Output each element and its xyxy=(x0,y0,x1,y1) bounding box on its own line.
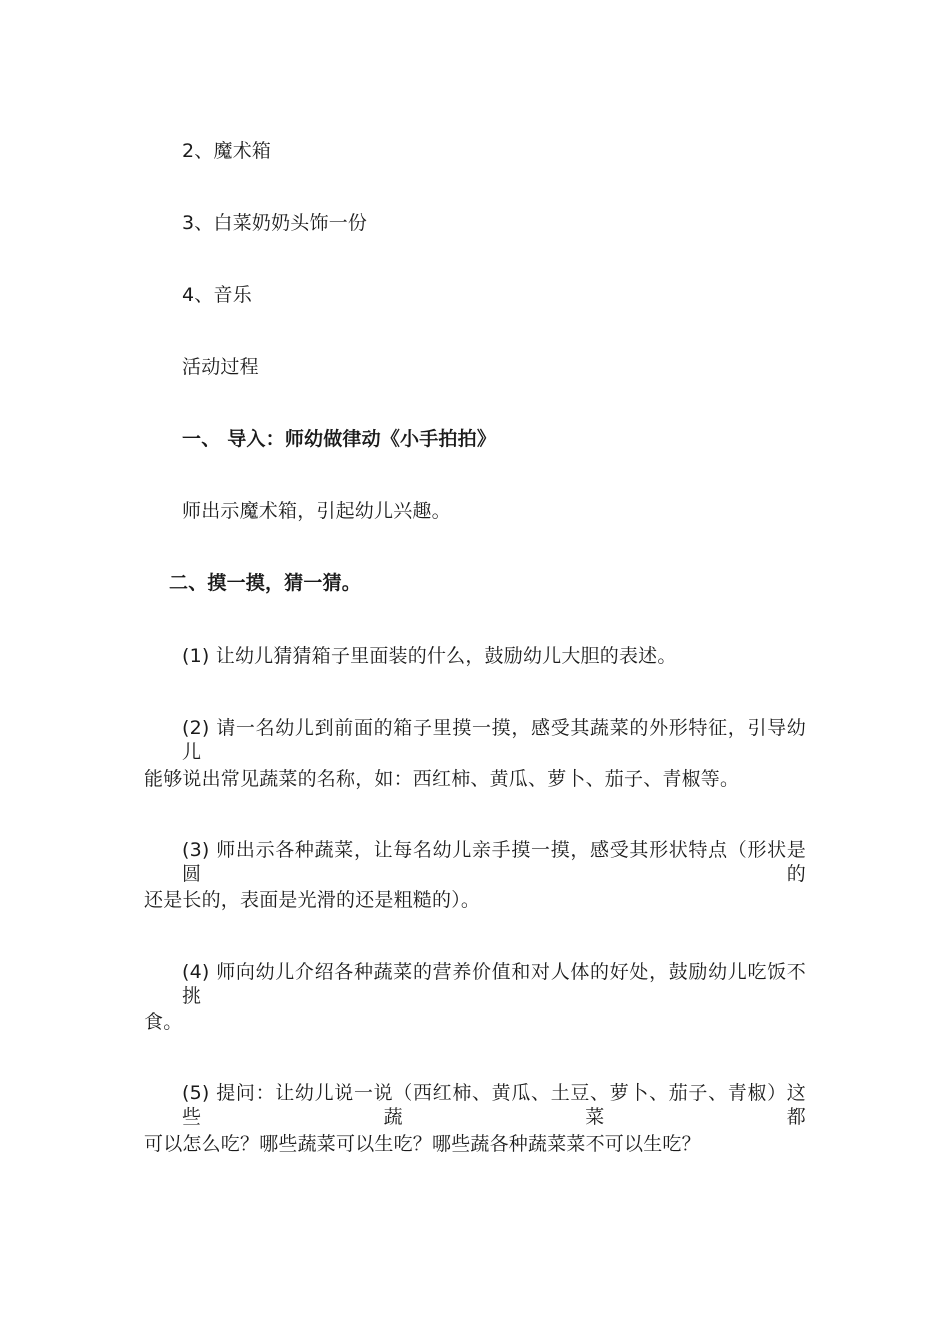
list-item-3-line1: (3) 师出示各种蔬菜，让每名幼儿亲手摸一摸，感受其形状特点（形状是圆的 xyxy=(182,839,806,885)
section1-heading: 一、 导入：师幼做律动《小手拍拍》 xyxy=(182,428,497,450)
section2-heading: 二、摸一摸，猜一猜。 xyxy=(169,572,362,594)
material-item-music: 4、音乐 xyxy=(182,284,252,306)
list-item-3-line2: 还是长的，表面是光滑的还是粗糙的）。 xyxy=(144,889,481,911)
list-item-1-line1: (1) 让幼儿猜猜箱子里面装的什么，鼓励幼儿大胆的表述。 xyxy=(182,645,677,667)
list-item-2-line1: (2) 请一名幼儿到前面的箱子里摸一摸，感受其蔬菜的外形特征，引导幼儿 xyxy=(182,717,806,763)
list-item-5-line2: 可以怎么吃？哪些蔬菜可以生吃？哪些蔬各种蔬菜菜不可以生吃？ xyxy=(144,1133,701,1155)
list-item-4-line2: 食。 xyxy=(144,1011,183,1033)
list-item-4-line1: (4) 师向幼儿介绍各种蔬菜的营养价值和对人体的好处，鼓励幼儿吃饭不挑 xyxy=(182,961,806,1007)
material-item-magic-box: 2、魔术箱 xyxy=(182,140,272,162)
section1-text: 师出示魔术箱，引起幼儿兴趣。 xyxy=(182,500,451,522)
process-heading: 活动过程 xyxy=(182,356,259,378)
material-item-headwear: 3、白菜奶奶头饰一份 xyxy=(182,212,368,234)
list-item-5-line1: (5) 提问：让幼儿说一说（西红柿、黄瓜、土豆、萝卜、茄子、青椒）这些蔬菜都 xyxy=(182,1082,806,1128)
list-item-2-line2: 能够说出常见蔬菜的名称，如：西红柿、黄瓜、萝卜、茄子、青椒等。 xyxy=(144,768,740,790)
